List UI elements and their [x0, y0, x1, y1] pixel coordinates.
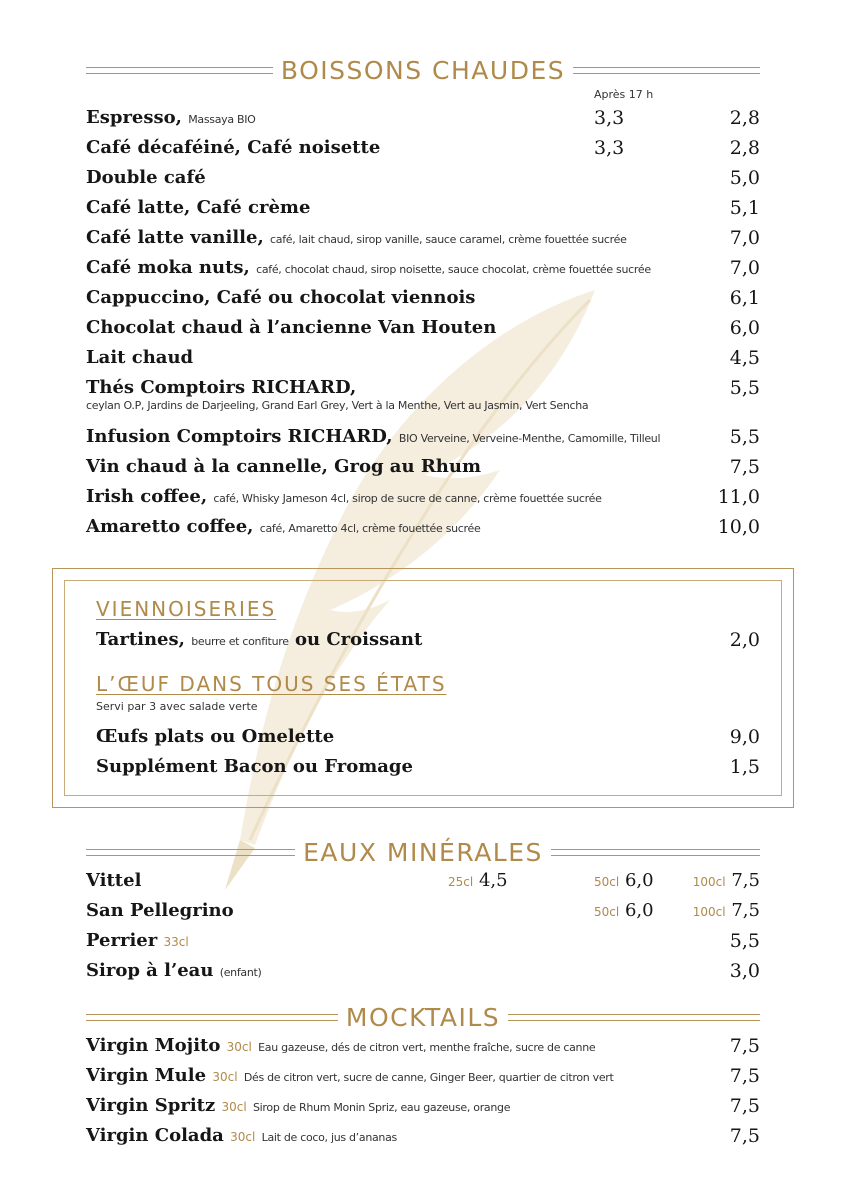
item-price: 2,8: [729, 137, 760, 159]
item-name: Amaretto coffee, café, Amaretto 4cl, crème fouettée sucrée: [86, 516, 481, 537]
item-name: Chocolat chaud à l’ancienne Van Houten: [86, 317, 497, 338]
item-name: Lait chaud: [86, 347, 194, 368]
item-name: Sirop à l’eau (enfant): [86, 960, 262, 981]
menu-item: [86, 422, 760, 452]
item-price: 7,5: [729, 1035, 760, 1057]
item-price: 11,0: [717, 486, 760, 508]
menu-item: [86, 223, 760, 253]
divider: [573, 67, 760, 74]
menu-item: [86, 133, 760, 163]
price-25cl: 25cl 4,5: [448, 870, 508, 891]
item-price: 3,0: [729, 960, 760, 982]
item-name: Cappuccino, Café ou chocolat viennois: [86, 287, 476, 308]
price-100cl: 100cl 7,5: [692, 870, 760, 891]
menu-item: [86, 373, 760, 419]
menu-item: [86, 163, 760, 193]
item-price: 5,5: [729, 930, 760, 952]
price-50cl: 50cl 6,0: [594, 870, 654, 891]
item-price: 7,5: [729, 1095, 760, 1117]
item-desc: beurre et confiture: [191, 635, 289, 648]
menu-item: [86, 512, 760, 542]
item-desc: Lait de coco, jus d’ananas: [261, 1131, 397, 1144]
menu-item: [86, 1091, 760, 1121]
item-desc: Sirop de Rhum Monin Spriz, eau gazeuse, orange: [252, 1101, 511, 1114]
divider: [551, 849, 760, 856]
item-name: Vin chaud à la cannelle, Grog au Rhum: [86, 456, 482, 477]
item-name: Virgin Mule 30cl Dés de citron vert, sucre de canne, Ginger Beer, quartier de citron vert: [86, 1065, 614, 1086]
item-name: Café moka nuts, café, chocolat chaud, sirop noisette, sauce chocolat, crème fouettée sucrée: [86, 257, 651, 278]
viennoiseries-title: VIENNOISERIES: [96, 597, 277, 621]
menu-item: [86, 452, 760, 482]
item-desc: café, Amaretto 4cl, crème fouettée sucrée: [259, 522, 481, 535]
item-price: 7,0: [729, 257, 760, 279]
item-price: 5,1: [729, 197, 760, 219]
item-name: Irish coffee, café, Whisky Jameson 4cl, sirop de sucre de canne, crème fouettée sucrée: [86, 486, 602, 507]
item-name: Virgin Colada 30cl Lait de coco, jus d’ananas: [86, 1125, 397, 1146]
menu-item: [86, 343, 760, 373]
item-name: Vittel: [86, 870, 142, 891]
item-desc: Massaya BIO: [188, 113, 256, 126]
menu-item: [86, 253, 760, 283]
item-price: 6,1: [729, 287, 760, 309]
menu-item: [86, 866, 760, 896]
section-title: BOISSONS CHAUDES: [280, 55, 566, 85]
item-price-after-5pm: 3,3: [594, 137, 625, 159]
oeuf-title: L’ŒUF DANS TOUS SES ÉTATS: [96, 672, 447, 696]
menu-item: [86, 313, 760, 343]
menu-item: [86, 103, 760, 133]
menu-item: [96, 752, 760, 782]
divider: [86, 1014, 338, 1021]
menu-item: [86, 896, 760, 926]
item-price: 4,5: [729, 347, 760, 369]
item-name: Œufs plats ou Omelette: [96, 726, 335, 747]
item-desc: café, chocolat chaud, sirop noisette, sauce chocolat, crème fouettée sucrée: [256, 263, 651, 276]
menu-item: [96, 722, 760, 752]
item-name: Thés Comptoirs RICHARD,: [86, 377, 357, 398]
item-price: 10,0: [717, 516, 760, 538]
item-price: 7,5: [729, 456, 760, 478]
item-price: 7,5: [729, 1125, 760, 1147]
menu-item: [86, 1031, 760, 1061]
section-header-mocktails: [86, 999, 760, 1035]
price-50cl: 50cl 6,0: [594, 900, 654, 921]
menu-item: [86, 193, 760, 223]
item-name: San Pellegrino: [86, 900, 234, 921]
menu-item: [86, 283, 760, 313]
item-price: 2,0: [729, 629, 760, 651]
item-price: 9,0: [729, 726, 760, 748]
item-desc: BIO Verveine, Verveine-Menthe, Camomille, Tilleul: [398, 432, 661, 445]
item-desc: (enfant): [219, 966, 262, 979]
item-name: Virgin Spritz 30cl Sirop de Rhum Monin Spriz, eau gazeuse, orange: [86, 1095, 511, 1116]
oeuf-note: Servi par 3 avec salade verte: [96, 700, 258, 713]
item-name: Espresso, Massaya BIO: [86, 107, 256, 128]
item-name: Café latte vanille, café, lait chaud, sirop vanille, sauce caramel, crème fouettée sucrée: [86, 227, 627, 248]
section-header-eaux-minerales: [86, 834, 760, 870]
item-name: Supplément Bacon ou Fromage: [96, 756, 413, 777]
item-price: 2,8: [729, 107, 760, 129]
item-name: Perrier 33cl: [86, 930, 189, 951]
item-name: Café latte, Café crème: [86, 197, 311, 218]
section-title: MOCKTAILS: [345, 1002, 501, 1032]
menu-item: [86, 956, 760, 986]
item-desc: ceylan O.P, Jardins de Darjeeling, Grand Earl Grey, Vert à la Menthe, Vert au Jasmin, Vert Sencha: [86, 399, 589, 412]
item-name: Infusion Comptoirs RICHARD, BIO Verveine, Verveine-Menthe, Camomille, Tilleul: [86, 426, 661, 447]
divider: [508, 1014, 760, 1021]
item-price: 6,0: [729, 317, 760, 339]
item-desc: Dés de citron vert, sucre de canne, Ginger Beer, quartier de citron vert: [243, 1071, 614, 1084]
item-volume: 33cl: [163, 935, 189, 949]
item-name: Café décaféiné, Café noisette: [86, 137, 381, 158]
item-price: 7,0: [729, 227, 760, 249]
item-price: 5,0: [729, 167, 760, 189]
item-name: Tartines, beurre et confiture ou Croissant: [96, 629, 423, 650]
menu-item: [86, 926, 760, 956]
menu-item: [86, 482, 760, 512]
divider: [86, 67, 273, 74]
menu-item: [96, 625, 760, 655]
item-desc: Eau gazeuse, dés de citron vert, menthe fraîche, sucre de canne: [258, 1041, 596, 1054]
item-price-after-5pm: 3,3: [594, 107, 625, 129]
menu-item: [86, 1061, 760, 1091]
item-desc: café, Whisky Jameson 4cl, sirop de sucre de canne, crème fouettée sucrée: [213, 492, 602, 505]
menu-item: [86, 1121, 760, 1151]
item-desc: café, lait chaud, sirop vanille, sauce caramel, crème fouettée sucrée: [270, 233, 627, 246]
item-name: Virgin Mojito 30cl Eau gazeuse, dés de citron vert, menthe fraîche, sucre de canne: [86, 1035, 596, 1056]
divider: [86, 849, 295, 856]
item-price: 1,5: [729, 756, 760, 778]
item-price: 7,5: [729, 1065, 760, 1087]
section-header-boissons-chaudes: [86, 52, 760, 88]
after-5pm-label: Après 17 h: [594, 88, 654, 101]
price-100cl: 100cl 7,5: [692, 900, 760, 921]
item-price: 5,5: [729, 426, 760, 448]
item-name: Double café: [86, 167, 206, 188]
section-title: EAUX MINÉRALES: [303, 837, 543, 867]
item-price: 5,5: [729, 377, 760, 399]
